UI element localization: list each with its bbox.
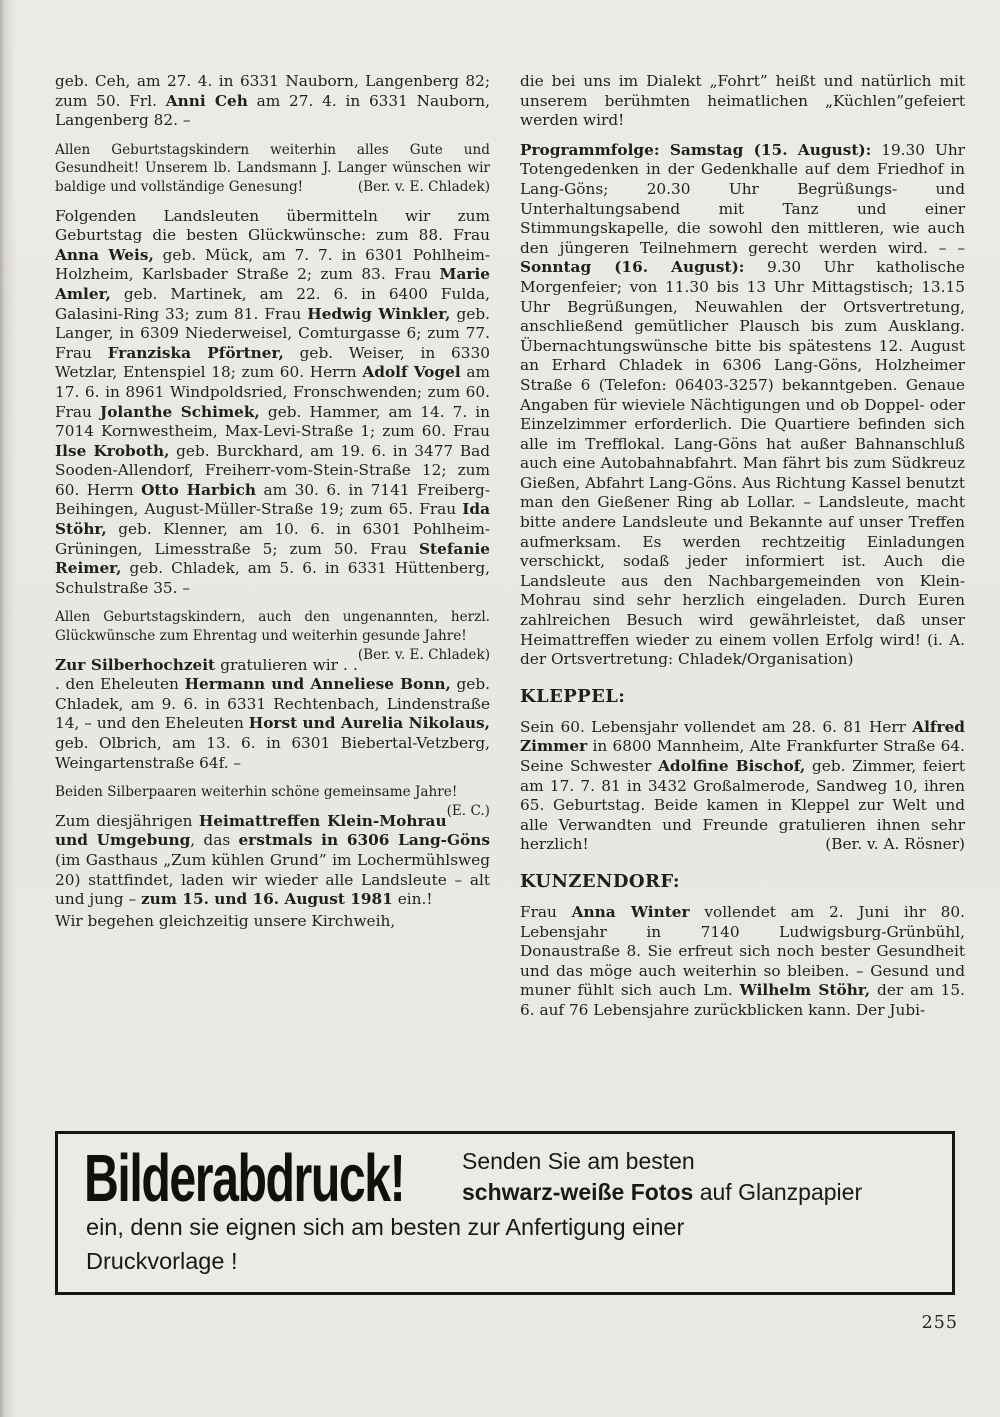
ad-intro [462,1144,862,1208]
page-number: 255 [921,1313,958,1333]
credit-note: (Ber. v. A. Rösner) [825,835,965,854]
ad-box [55,1131,955,1295]
paragraph: die bei uns im Dialekt „Fohrt” heißt und natürlich mit unserem berühmten heimatlichen „Küchlen”gefeiert werden wird! [520,72,965,130]
paragraph: Allen Geburtstagskindern weiterhin alles Gute und Gesundheit! Unserem lb. Landsmann J. Langer wünschen wir baldige und vollständige Genesung! (Ber. v. E. Chladek) [55,141,490,195]
paragraph: Wir begehen gleichzeitig unsere Kirchweih, [55,911,396,930]
ad-headline-text: Bilderabdruck! [84,1141,405,1216]
paragraph: Zum diesjährigen Heimattreffen Klein-Mohrau und Umgebung, das erstmals in 6306 Lang-Göns (im Gasthaus „Zum kühlen Grund” im Lochermühlsweg 20) stattfindet, laden wir wieder alle Landsleute – alt und jung – zum 15. und 16. August 1981 ein.! [55,811,490,909]
paragraph: Allen Geburtstagskindern, auch den ungenannten, herzl. Glückwünsche zum Ehrentag und weiterhin gesunde Jahre! (Ber. v. E. Chladek) [55,609,490,663]
ad-intro-line-1: Senden Sie am besten [462,1148,695,1174]
section-heading: KLEPPEL: [520,685,626,707]
paragraph: Beiden Silberpaaren weiterhin schöne gemeinsame Jahre! (E. C.) [55,784,490,819]
ad-headline [84,1141,462,1216]
paragraph: Programmfolge: Samstag (15. August): 19.30 Uhr Totengedenken in der Gedenkhalle auf dem Friedhof in Lang-Göns; 20.30 Uhr Begrüßungs- und Unterhaltungsabend mit Tanz und einer Stimmungskapelle, die sowohl den mittleren, wie auch den jüngeren Teilnehmern gerecht werden wird. – – Sonntag (16. August): 9.30 Uhr katholische Morgenfeier; von 11.30 bis 13 Uhr Mittagstisch; 13.15 Uhr Begrüßungen, Neuwahlen der Ortsvertretung, anschließend gemütlicher Plausch bis zum Ausklang. Übernachtungswünsche bitte bis spätestens 12. August an Erhard Chladek in 6306 Lang-Göns, Holzheimer Straße 6 (Telefon: 06403-3257) bekanntgeben. Genaue Angaben für wieviele Nächtigungen und ob Doppel- oder Einzelzimmer erforderlich. Die Quartiere befinden sich alle im Trefflokal. Lang-Göns hat außer Bahnanschluß auch eine Autobahnabfahrt. Man fährt bis zum Südkreuz Gießen, Abfahrt Lang-Göns. Aus Richtung Kassel benutzt man den Gießener Ring ab Lollar. – Landsleute, macht bitte andere Landsleute und Bekannte auf unser Treffen aufmerksam. Es werden rechtzeitig Einladungen verschickt, sodaß jeder informiert ist. Auch die Landsleute aus den Nachbargemeinden von Klein-Mohrau sind sehr herzlich eingeladen. Durch Euren zahlreichen Besuch wird gewährleistet, daß unser Heimattreffen wieder zu einem vollen Erfolg wird! (i. A. der Ortsvertretung: Chladek/Organisation) [520,140,965,669]
paragraph: geb. Ceh, am 27. 4. in 6331 Nauborn, Langenberg 82; zum 50. Frl. Anni Ceh am 27. 4. in 6331 Nauborn, Langenberg 82. – [55,72,491,130]
left-column [55,72,490,941]
ad-body-line-2: Druckvorlage ! [86,1248,238,1274]
ad-body-line-1: ein, denn sie eignen sich am besten zur Anfertigung einer [86,1214,685,1240]
credit-note: (Ber. v. E. Chladek) [357,178,490,195]
paragraph: Folgenden Landsleuten übermitteln wir zum Geburtstag die besten Glückwünsche: zum 88. Frau Anna Weis, geb. Mück, am 7. 7. in 6301 Pohlheim-Holzheim, Karlsbader Straße 2; zum 83. Frau Marie Amler, geb. Martinek, am 22. 6. in 6400 Fulda, Galasini-Ring 33; zum 81. Frau Hedwig Winkler, geb. Langer, in 6309 Niederweisel, Comturgasse 6; zum 77. Frau Franziska Pförtner, geb. Weiser, in 6330 Wetzlar, Entenspiel 18; zum 60. Herrn Adolf Vogel am 17. 6. in 8961 Windpoldsried, Fronschwenden; zum 60. Frau Jolanthe Schimek, geb. Hammer, am 14. 7. in 7014 Kornwestheim, Max-Levi-Straße 1; zum 60. Frau Ilse Kroboth, geb. Burckhard, am 19. 6. in 3477 Bad Sooden-Allendorf, Freiherr-vom-Stein-Straße 12; zum 60. Herrn Otto Harbich am 30. 6. in 7141 Freiberg-Beihingen, August-Müller-Straße 19; zum 65. Frau Ida Stöhr, geb. Klenner, am 10. 6. in 6301 Pohlheim-Grüningen, Limesstraße 5; zum 50. Frau Stefanie Reimer, geb. Chladek, am 5. 6. in 6331 Hüttenberg, Schulstraße 35. – [55,206,491,597]
ad-intro-line-2: schwarz-weiße Fotos auf Glanzpapier [462,1179,863,1205]
paragraph: Zur Silberhochzeit gratulieren wir . . . den Eheleuten Hermann und Anneliese Bonn, geb. Chladek, am 9. 6. in 6331 Rechtenbach, Lindenstraße 14, – und den Eheleuten Horst und Aurelia Nikolaus, geb. Olbrich, am 13. 6. in 6301 Biebertal-Vetzberg, Weingartenstraße 64f. – [55,655,490,772]
credit-note: (Ber. v. E. Chladek) [357,646,490,663]
right-column [520,72,965,1031]
paragraph: Frau Anna Winter vollendet am 2. Juni ihr 80. Lebensjahr in 7140 Ludwigsburg-Grünbühl, Donaustraße 8. Sie erfreut sich noch bester Gesundheit und das möge auch weiterhin so bleiben. – Gesund und muner fühlt sich auch Lm. Wilhelm Stöhr, der am 15. 6. auf 76 Lebensjahre zurückblicken kann. Der Jubi- [520,902,966,1019]
paragraph: Sein 60. Lebensjahr vollendet am 28. 6. 81 Herr Alfred Zimmer in 6800 Mannheim, Alte Frankfurter Straße 64. Seine Schwester Adolfine Bischof, geb. Zimmer, feiert am 17. 7. 81 in 3432 Großalmerode, Sandweg 10, ihren 65. Geburtstag. Beide kamen in Kleppel zur Welt und alle Verwandten und Freunde gratulieren ihnen sehr herzlich! (Ber. v. A. Rösner) [520,717,965,854]
credit-note: (E. C.) [446,802,490,819]
section-heading: KUNZENDORF: [520,870,680,892]
ad-top-row [84,1141,934,1216]
